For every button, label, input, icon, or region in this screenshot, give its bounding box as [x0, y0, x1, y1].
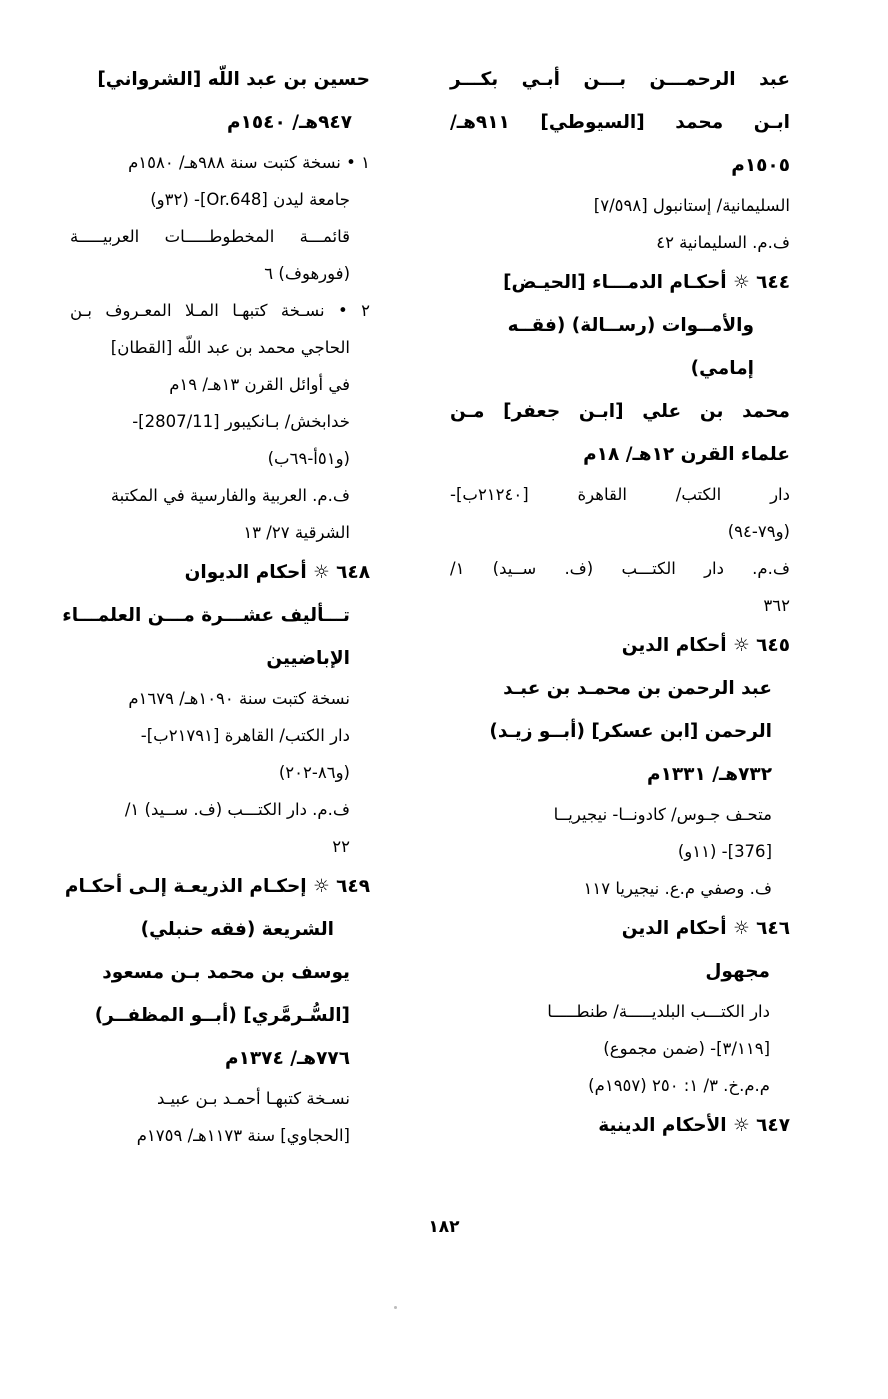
text-line: ٧٧٦هـ/ ١٣٧٤م — [225, 1048, 350, 1069]
text-line: (و٥١أ-٦٩ب) — [267, 449, 350, 468]
text-line: (و٨٦-٢٠٢) — [278, 763, 350, 782]
text-line: ف.م. السليمانية ٤٢ — [656, 233, 790, 252]
text-line: جامعة ليدن [Or.648]- (٣٢و) — [150, 190, 350, 209]
text-line: ف. وصفي م.ع. نيجيريا ١١٧ — [583, 879, 772, 898]
left-column — [62, 58, 370, 1154]
text-line: مجهول — [705, 961, 770, 982]
text-line: عبد الرحمن بن محمـد بن عبـد — [503, 678, 772, 699]
entry-heading-647: ٦٤٧ ☼ الأحكام الدينية — [598, 1115, 790, 1136]
text-line: ٩٤٧هـ/ ١٥٤٠م — [227, 112, 352, 133]
entry-heading-648: ٦٤٨ ☼ أحكام الديوان — [184, 562, 370, 583]
entry-heading-645: ٦٤٥ ☼ أحكام الدين — [621, 635, 790, 656]
text-line: [الحجاوي] سنة ١١٧٣هـ/ ١٧٥٩م — [136, 1126, 350, 1145]
text-line: تـــأليف عشـــرة مـــن العلمـــاء — [62, 605, 350, 626]
text-line: السليمانية/ إستانبول [٧/٥٩٨] — [593, 196, 790, 215]
text-line: الحاجي محمد بن عبد اللّه [القطان] — [110, 338, 350, 357]
text-line: حسين بن عبد اللّه [الشرواني] — [97, 69, 370, 90]
text-line: م.م.خ. ٣/ ١: ٢٥٠ (١٩٥٧م) — [588, 1076, 770, 1095]
text-line: ف.م. العربية والفارسية في المكتبة — [110, 486, 350, 505]
text-line: متحـف جـوس/ كادونــا- نيجيريــا — [553, 805, 772, 824]
text-line: الشريعة (فقه حنبلي) — [140, 919, 334, 940]
entry-heading-649: ٦٤٩ ☼ إحكـام الذريعـة إلـى أحكـام — [64, 876, 370, 897]
text-line: [٣/١١٩]- (ضمن مجموع) — [603, 1039, 770, 1058]
right-column — [450, 58, 790, 1147]
text-line: [376]- (١١و) — [677, 842, 772, 861]
text-line: يوسف بن محمد بـن مسعود — [102, 962, 350, 983]
text-line: الرحمن [ابن عسكر] (أبــو زيـد) — [489, 721, 772, 742]
text-line: خدابخش/ بـانكيبور [2807/11]- — [132, 412, 350, 431]
text-line: ١ • نسخة كتبت سنة ٩٨٨هـ/ ١٥٨٠م — [128, 153, 370, 172]
text-line: دار الكتب/ القاهرة [٢١٢٤٠ب]- — [450, 485, 790, 504]
text-line: دار الكتب/ القاهرة [٢١٧٩١ب]- — [140, 726, 350, 745]
text-line: ف.م. دار الكتـــب (ف. ســيد) ١/ — [124, 800, 350, 819]
text-line: الإباضيين — [266, 648, 350, 669]
text-line: (فورهوف) ٦ — [264, 264, 350, 283]
page-number: ١٨٢ — [428, 1217, 460, 1237]
scan-speck — [394, 1306, 397, 1309]
text-line: [السُّـرمَّري] (أبــو المظفــر) — [94, 1005, 350, 1026]
text-line: نسخة كتبت سنة ١٠٩٠هـ/ ١٦٧٩م — [128, 689, 350, 708]
text-line: (و٧٩-٩٤) — [727, 522, 790, 541]
text-line: ٢٢ — [332, 837, 350, 856]
text-line: محمد بن علي [ابـن جعفر] مـن — [450, 401, 790, 422]
text-line: ٢ • نسـخة كتبهـا المـلا المعـروف بـن — [70, 301, 370, 320]
text-line: علماء القرن ١٢هـ/ ١٨م — [583, 444, 790, 465]
text-line: إمامي) — [690, 358, 754, 379]
entry-heading-644: ٦٤٤ ☼ أحكـام الدمـــاء [الحيـض] — [503, 272, 790, 293]
text-line: نسـخة كتبهـا أحمـد بـن عبيـد — [156, 1089, 350, 1108]
text-line: ٣٦٢ — [763, 596, 790, 615]
text-line: ٧٣٢هـ/ ١٣٣١م — [647, 764, 772, 785]
text-line: والأمــوات (رســالة) (فقــه — [507, 315, 754, 336]
text-line: الشرقية ٢٧/ ١٣ — [243, 523, 350, 542]
text-line: قائمـــة المخطوطـــــات العربيـــــة — [70, 227, 350, 246]
text-line: ١٥٠٥م — [731, 155, 790, 176]
text-line: في أوائل القرن ١٣هـ/ ١٩م — [169, 375, 350, 394]
text-line: ف.م. دار الكتـــب (ف. ســيد) ١/ — [450, 559, 790, 578]
text-line: ابـن محمد [السيوطي] ٩١١هـ/ — [450, 112, 790, 133]
text-line: عبد الرحمـــن بـــن أبـي بكـــر — [450, 69, 790, 90]
entry-heading-646: ٦٤٦ ☼ أحكام الدين — [621, 918, 790, 939]
text-line: دار الكتـــب البلديـــــة/ طنطـــــا — [547, 1002, 770, 1021]
